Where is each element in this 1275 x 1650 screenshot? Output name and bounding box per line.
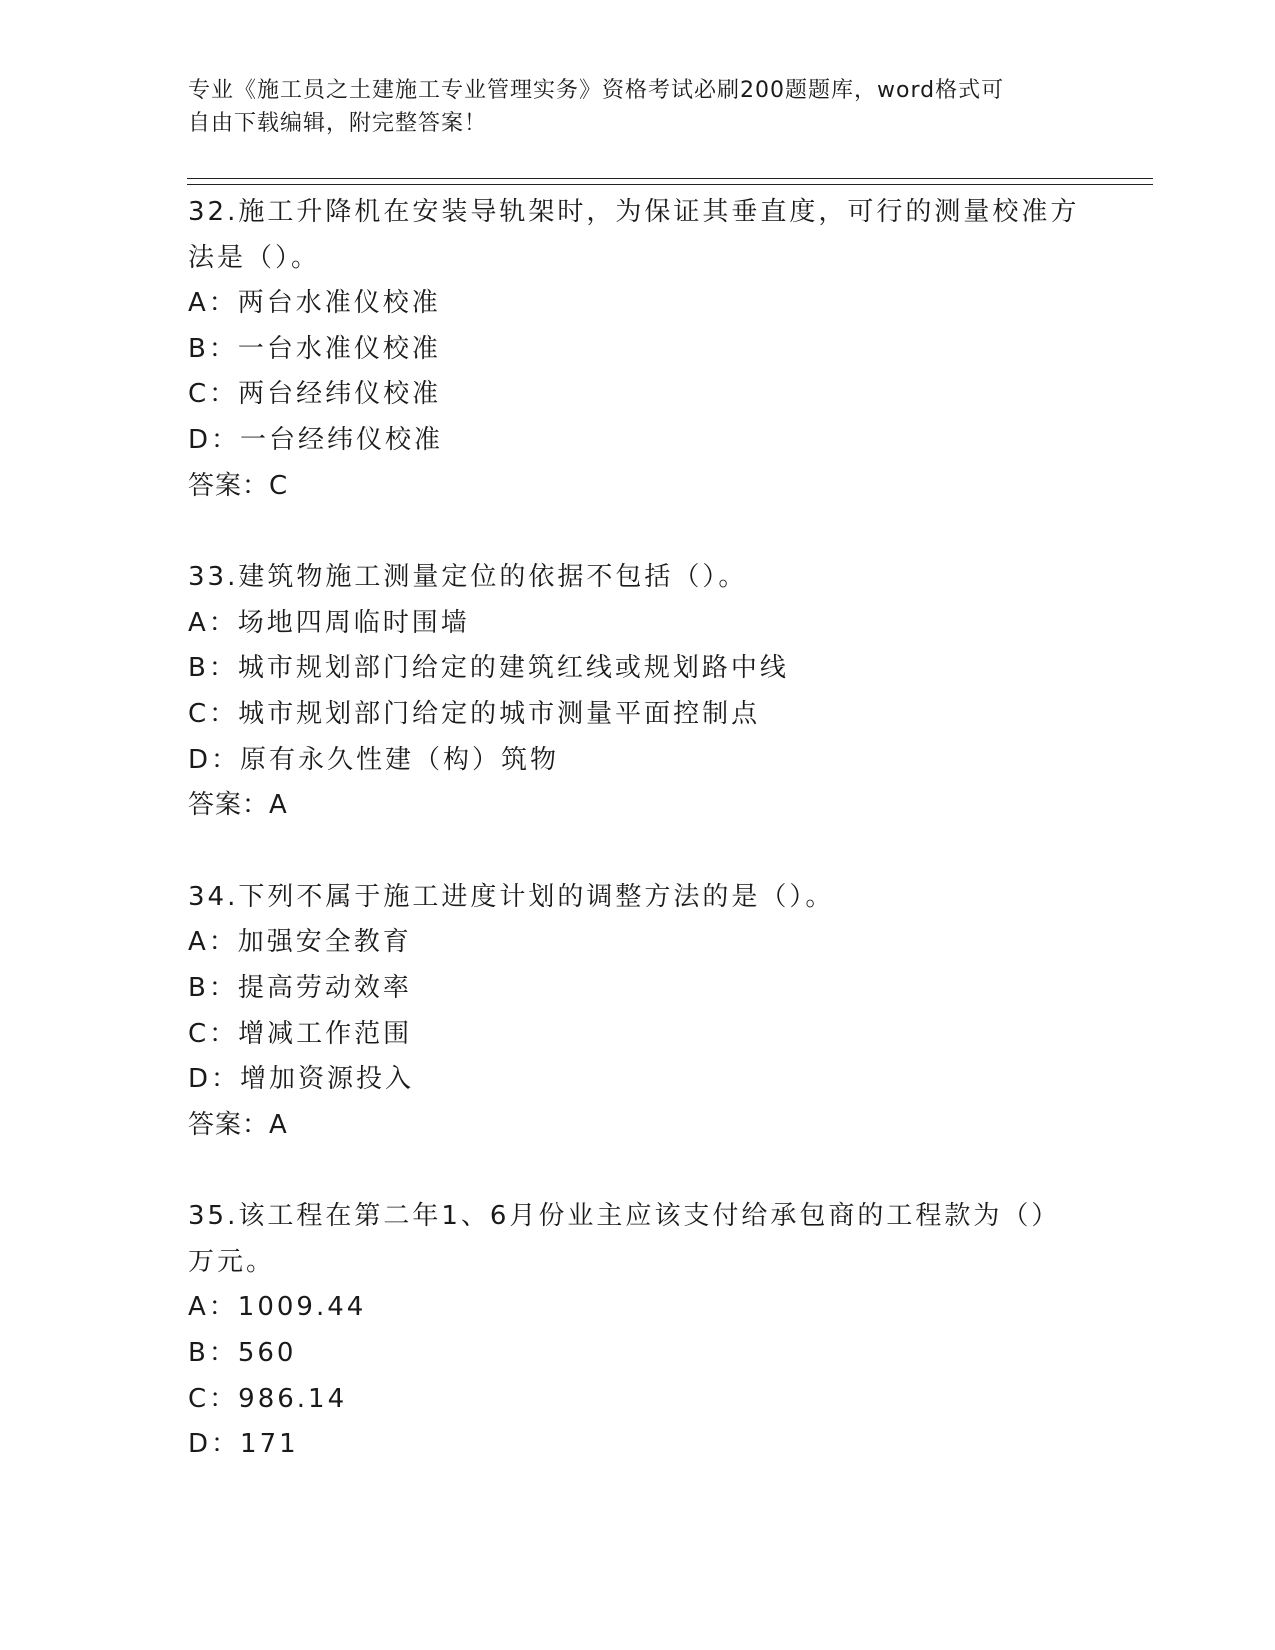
option-a: A：1009.44 — [188, 1292, 367, 1323]
option-d: D：增加资源投入 — [188, 1064, 415, 1095]
document-header — [188, 74, 1088, 140]
option-d: D：171 — [188, 1429, 299, 1460]
option-d: D：原有永久性建（构）筑物 — [188, 744, 560, 775]
question-stem-continued: 法是（）。 — [188, 242, 321, 273]
option-c: C：两台经纬仪校准 — [188, 379, 442, 410]
option-c: C：城市规划部门给定的城市测量平面控制点 — [188, 698, 761, 729]
header-divider-top — [187, 178, 1153, 179]
question-33 — [188, 555, 1088, 829]
header-line-1: 专业《施工员之土建施工专业管理实务》资格考试必刷200题题库，word格式可 — [188, 78, 1005, 103]
question-32 — [188, 190, 1088, 509]
header-divider-bottom — [187, 184, 1153, 185]
question-stem-continued: 万元。 — [188, 1246, 276, 1277]
question-34 — [188, 875, 1088, 1149]
question-list — [188, 190, 1088, 1468]
question-stem: 35.该工程在第二年1、6月份业主应该支付给承包商的工程款为（） — [188, 1201, 1061, 1232]
option-b: B：一台水准仪校准 — [188, 333, 441, 364]
answer-label: 答案：A — [188, 790, 288, 821]
question-stem: 32.施工升降机在安装导轨架时，为保证其垂直度，可行的测量校准方 — [188, 197, 1080, 227]
question-stem: 34.下列不属于施工进度计划的调整方法的是（）。 — [188, 881, 835, 912]
option-a: A：两台水准仪校准 — [188, 288, 441, 319]
option-d: D：一台经纬仪校准 — [188, 424, 444, 455]
option-b: B：城市规划部门给定的建筑红线或规划路中线 — [188, 653, 789, 684]
question-spacer — [188, 1148, 1088, 1194]
option-a: A：加强安全教育 — [188, 927, 412, 958]
option-c: C：增减工作范围 — [188, 1018, 413, 1049]
option-a: A：场地四周临时围墙 — [188, 607, 470, 638]
option-b: B：提高劳动效率 — [188, 972, 412, 1003]
answer-label: 答案：C — [188, 470, 289, 501]
question-35 — [188, 1194, 1088, 1468]
question-spacer — [188, 829, 1088, 875]
answer-label: 答案：A — [188, 1109, 288, 1140]
question-spacer — [188, 509, 1088, 555]
header-line-2: 自由下载编辑，附完整答案！ — [188, 111, 488, 136]
question-stem: 33.建筑物施工测量定位的依据不包括（）。 — [188, 562, 748, 593]
option-c: C：986.14 — [188, 1383, 348, 1414]
option-b: B：560 — [188, 1338, 297, 1369]
